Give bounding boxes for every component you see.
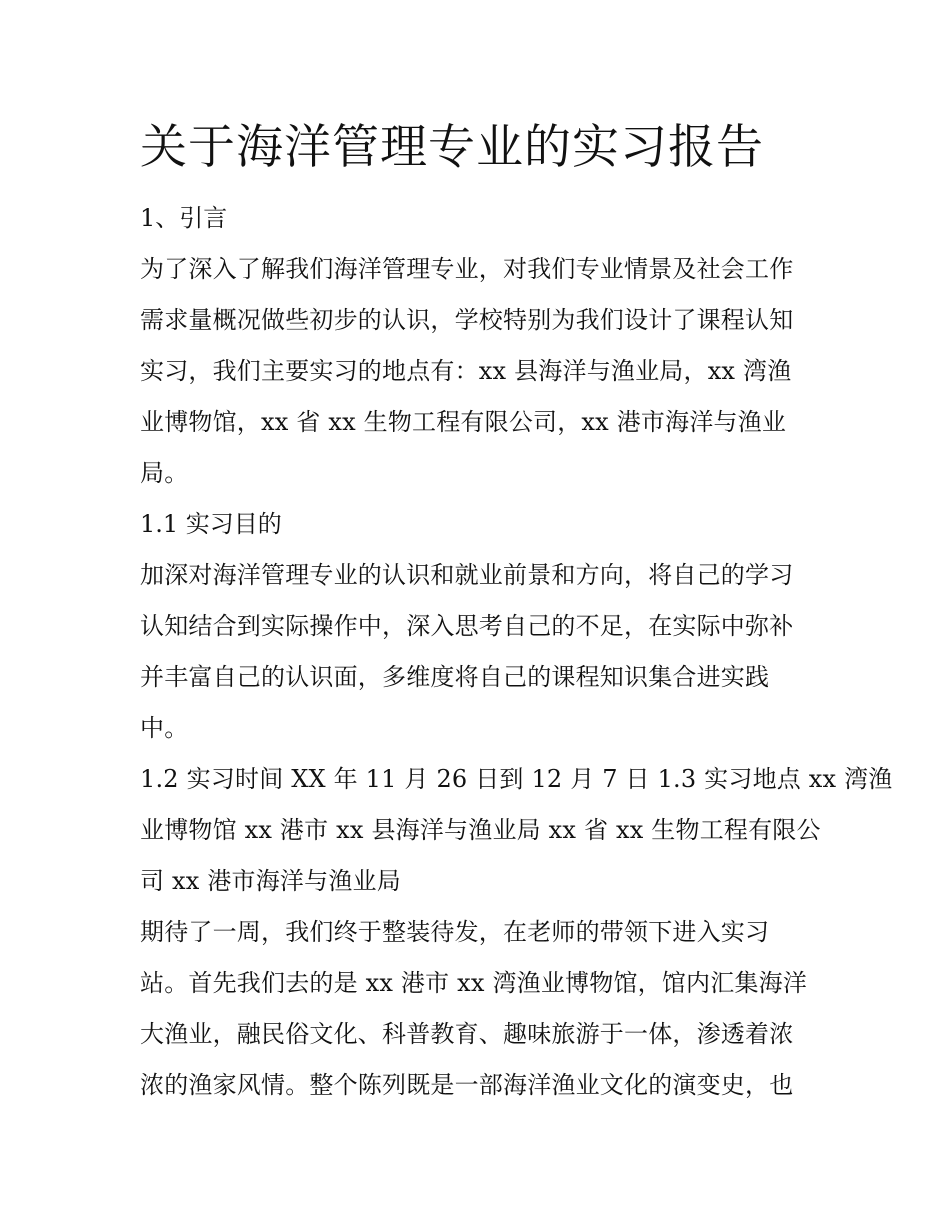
paragraph-line: 认知结合到实际操作中，深入思考自己的不足，在实际中弥补: [140, 612, 794, 640]
paragraph-line: 中。: [140, 714, 189, 742]
paragraph-line: 站。首先我们去的是 xx 港市 xx 湾渔业博物馆，馆内汇集海洋: [140, 969, 808, 997]
paragraph-line: 业博物馆，xx 省 xx 生物工程有限公司，xx 港市海洋与渔业: [140, 408, 787, 436]
paragraph-line: 业博物馆 xx 港市 xx 县海洋与渔业局 xx 省 xx 生物工程有限公: [140, 816, 821, 844]
paragraph-line: 大渔业，融民俗文化、科普教育、趣味旅游于一体，渗透着浓: [140, 1020, 794, 1048]
document-title: 关于海洋管理专业的实习报告: [140, 120, 764, 175]
paragraph-line: 浓的渔家风情。整个陈列既是一部海洋渔业文化的演变史，也: [140, 1071, 794, 1099]
paragraph-line: 1.2 实习时间 XX 年 11 月 26 日到 12 月 7 日 1.3 实习地点 xx 湾渔: [140, 765, 893, 793]
paragraph-line: 为了深入了解我们海洋管理专业，对我们专业情景及社会工作: [140, 255, 794, 283]
time-place-paragraph: [140, 754, 893, 907]
paragraph-line: 需求量概况做些初步的认识，学校特别为我们设计了课程认知: [140, 306, 794, 334]
paragraph-line: 期待了一周，我们终于整装待发，在老师的带领下进入实习: [140, 918, 770, 946]
section-heading-introduction: 1、引言: [140, 204, 228, 232]
paragraph-line: 并丰富自己的认识面，多维度将自己的课程知识集合进实践: [140, 663, 770, 691]
paragraph-line: 实习，我们主要实习的地点有：xx 县海洋与渔业局，xx 湾渔: [140, 357, 792, 385]
paragraph-line: 司 xx 港市海洋与渔业局: [140, 867, 401, 895]
intro-paragraph: [140, 244, 815, 499]
document-page: [140, 112, 893, 1111]
purpose-paragraph: [140, 550, 815, 754]
section-heading-purpose: 1.1 实习目的: [140, 510, 282, 538]
narrative-paragraph: [140, 907, 815, 1111]
paragraph-line: 局。: [140, 459, 189, 487]
paragraph-line: 加深对海洋管理专业的认识和就业前景和方向，将自己的学习: [140, 561, 794, 589]
